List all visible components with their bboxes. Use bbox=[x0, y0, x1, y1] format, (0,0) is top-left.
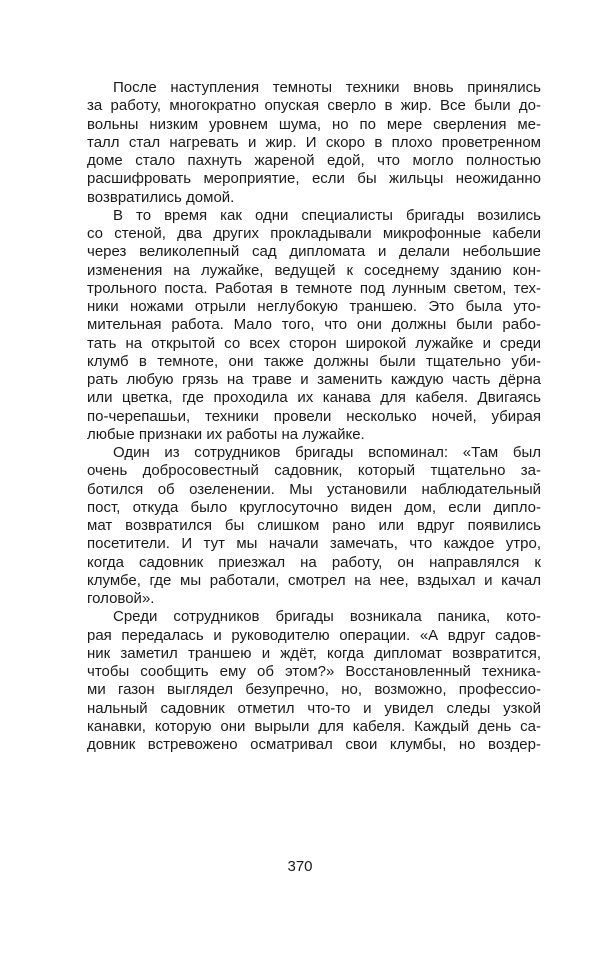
paragraph bbox=[87, 608, 541, 754]
text-line: через великолепный сад дипломата и делали небольшие bbox=[87, 243, 541, 261]
text-line: нальный садовник отметил что-то и увидел следы узкой bbox=[87, 699, 541, 717]
page-body-text bbox=[87, 79, 541, 754]
text-line: головой». bbox=[87, 590, 155, 607]
text-line: довник встревожено осматривал свои клумбы, но воздер- bbox=[87, 736, 541, 753]
text-line: расшифровать мероприятие, если бы жильцы неожиданно bbox=[87, 170, 541, 188]
text-line: тать на открытой со всех сторон широкой лужайке и среди bbox=[87, 334, 541, 352]
text-line: трольного поста. Работая в темноте под лунным светом, тех- bbox=[87, 279, 541, 297]
text-line: рая передалась и руководителю операции. «А вдруг садов- bbox=[87, 626, 541, 644]
text-line: посетители. И тут мы начали замечать, что каждое утро, bbox=[87, 535, 541, 553]
text-line: талл стал нагревать и жир. И скоро в плохо проветренном bbox=[87, 133, 541, 151]
text-line: ник заметил траншею и ждёт, когда дипломат возвратится, bbox=[87, 644, 541, 662]
text-line: доме стало пахнуть жареной едой, что могло полностью bbox=[87, 152, 541, 169]
paragraph bbox=[87, 79, 541, 207]
text-line: когда садовник приезжал на работу, он направлялся к bbox=[87, 553, 541, 571]
page-number: 370 bbox=[287, 858, 313, 875]
paragraph bbox=[87, 207, 541, 444]
text-line: возвратились домой. bbox=[87, 188, 235, 206]
text-line: за работу, многократно опуская сверло в жир. Все были до- bbox=[87, 97, 541, 115]
text-line: мат возвратился бы слишком рано или вдруг появились bbox=[87, 517, 541, 534]
text-line: ботился об озеленении. Мы установили наблюдательный bbox=[87, 480, 541, 498]
text-line: вольны низким уровнем шума, но по мере сверления ме- bbox=[87, 115, 541, 133]
text-line: ми газон выглядел безупречно, но, возможно, профессио- bbox=[87, 681, 541, 699]
text-line: клумб в темноте, они также должны были тщательно уби- bbox=[87, 352, 541, 370]
text-line: по-черепашьи, техники провели несколько ночей, убирая bbox=[87, 407, 541, 425]
text-line: изменения на лужайке, ведущей к соседнему зданию кон- bbox=[87, 261, 541, 279]
text-line: пост, откуда было круглосуточно виден дом, если дипло- bbox=[87, 498, 541, 516]
text-line: мительная работа. Мало того, что они должны были рабо- bbox=[87, 316, 541, 334]
text-line: очень добросовестный садовник, который тщательно за- bbox=[87, 462, 541, 480]
text-line: клумбе, где мы работали, смотрел на нее, вздыхал и качал bbox=[87, 571, 541, 589]
paragraph bbox=[87, 444, 541, 608]
text-line: Один из сотрудников бригады вспоминал: «Там был bbox=[113, 444, 541, 461]
text-line: После наступления темноты техники вновь принялись bbox=[113, 79, 541, 96]
text-line: рать любую грязь на траве и заменить каждую часть дёрна bbox=[87, 371, 541, 388]
text-line: или цветка, где проходила их канава для кабеля. Двигаясь bbox=[87, 389, 541, 407]
text-line: В то время как одни специалисты бригады возились bbox=[113, 206, 541, 224]
text-line: Среди сотрудников бригады возникала паника, кото- bbox=[113, 608, 541, 626]
text-line: ники ножами отрыли неглубокую траншею. Это была уто- bbox=[87, 298, 541, 315]
text-line: со стеной, два других прокладывали микрофонные кабели bbox=[87, 225, 541, 242]
text-line: канавки, которую они вырыли для кабеля. Каждый день са- bbox=[87, 717, 541, 735]
text-line: любые признаки их работы на лужайке. bbox=[87, 425, 365, 443]
text-line: чтобы сообщить ему об этом?» Восстановленный техника- bbox=[87, 663, 541, 680]
